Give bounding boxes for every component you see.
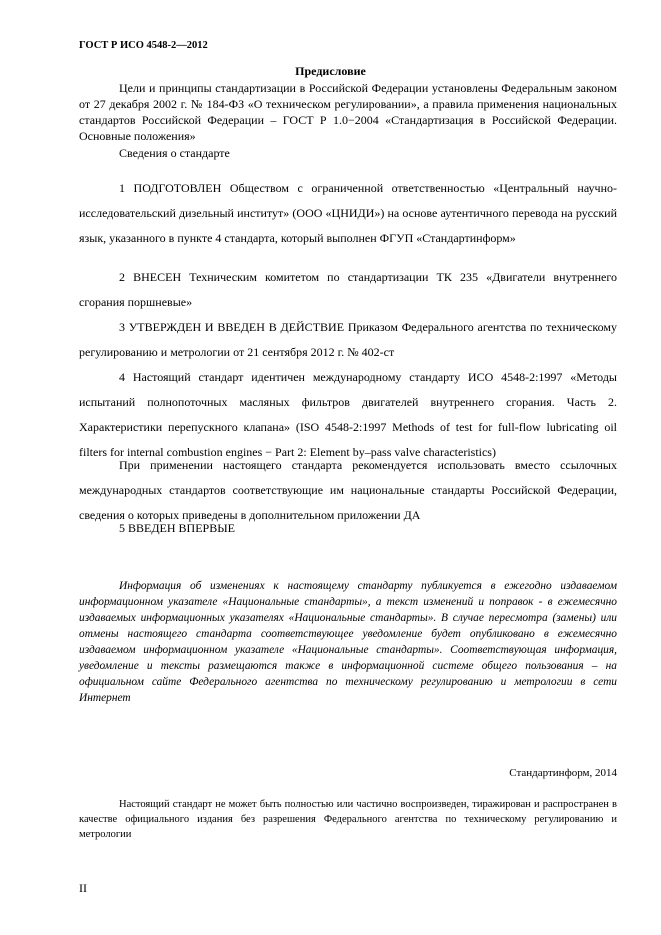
- info-heading: Сведения о стандарте: [119, 146, 230, 160]
- item-2-submitted: 2 ВНЕСЕН Техническим комитетом по стандартизации ТК 235 «Двигатели внутреннего сгорания поршневые»: [79, 270, 617, 309]
- copyright-notice: Настоящий стандарт не может быть полностью или частично воспроизведен, тиражирован и распространен в качестве официального издания без разрешения Федерального агентства по техническому регулированию и метрологии: [79, 799, 617, 840]
- page-title: Предисловие: [295, 64, 366, 78]
- item-3-approved: 3 УТВЕРЖДЕН И ВВЕДЕН В ДЕЙСТВИЕ Приказом Федерального агентства по техническому регулированию и метрологии от 21 сентября 2012 г. № 402-ст: [79, 320, 617, 359]
- reference-note: При применении настоящего стандарта рекомендуется использовать вместо ссылочных международных стандартов соответствующие им национальные стандарты Российской Федерации, сведения о которых приведены в дополнительном приложении ДА: [79, 458, 617, 522]
- item-1-prepared: 1 ПОДГОТОВЛЕН Обществом с ограниченной ответственностью «Центральный научно-исследовательский дизельный институт» (ООО «ЦНИДИ») на основе аутентичного перевода на русский язык, указанного в пункте 4 стандарта, который выполнен ФГУП «Стандартинформ»: [79, 181, 617, 245]
- publisher-line: Стандартинформ, 2014: [509, 767, 617, 779]
- item-4-identical: 4 Настоящий стандарт идентичен международному стандарту ИСО 4548-2:1997 «Методы испытаний полнопоточных масляных фильтров двигателей внутреннего сгорания. Часть 2. Характеристики перепускного клапана» (ISO 4548-2:1997 Methods of test for full-flow lubricating oil filters for internal combustion engines − Part 2: Element by–pass valve characteristics): [79, 370, 617, 459]
- change-notice: Информация об изменениях к настоящему стандарту публикуется в ежегодно издаваемом информационном указателе «Национальные стандарты», а текст изменений и поправок - в ежемесячно издаваемых информационных указателях «Национальные стандарты». В случае пересмотра (замены) или отмены настоящего стандарта соответствующее уведомление будет опубликовано в ежемесячно издаваемом информационном указателе «Национальные стандарты». Соответствующая информация, уведомление и тексты размещаются также в информационной системе общего пользования – на официальном сайте Федерального агентства по техническому регулированию и метрологии в сети Интернет: [79, 580, 617, 704]
- document-header: ГОСТ Р ИСО 4548-2—2012: [79, 40, 208, 51]
- item-5-first-introduced: 5 ВВЕДЕН ВПЕРВЫЕ: [119, 521, 235, 535]
- intro-paragraph: Цели и принципы стандартизации в Российской Федерации установлены Федеральным законом от 27 декабря 2002 г. № 184-ФЗ «О техническом регулировании», а правила применения национальных стандартов Российской Федерации – ГОСТ Р 1.0−2004 «Стандартизация в Российской Федерации. Основные положения»: [79, 81, 617, 143]
- page-number: II: [79, 881, 87, 895]
